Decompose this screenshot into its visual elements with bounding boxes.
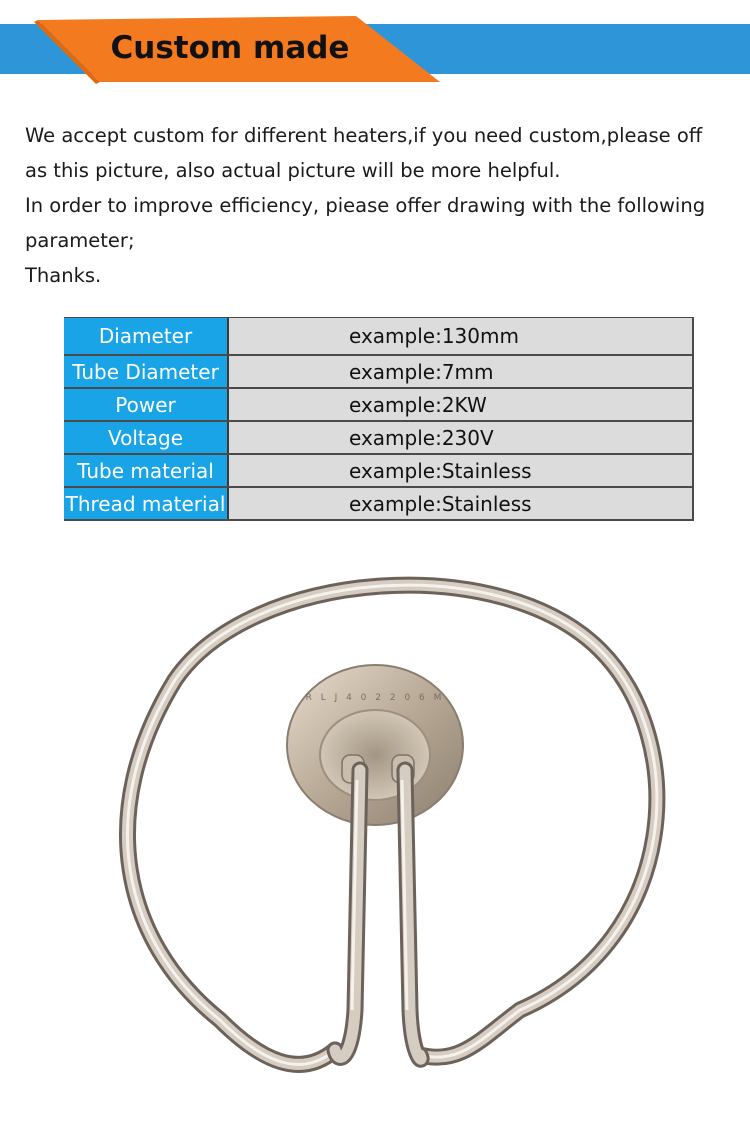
intro-text bbox=[25, 118, 740, 293]
table-row bbox=[64, 355, 694, 388]
spec-label-power: Power bbox=[64, 388, 228, 421]
table-row bbox=[64, 487, 694, 520]
heating-element-photo bbox=[0, 540, 750, 1134]
spec-value-tube-diameter: example:7mm bbox=[228, 355, 694, 388]
table-row bbox=[64, 388, 694, 421]
spec-label-tube-material: Tube material bbox=[64, 454, 228, 487]
spec-value-diameter: example:130mm bbox=[228, 318, 694, 355]
intro-line: as this picture, also actual picture will be more helpful. bbox=[25, 159, 561, 182]
intro-line: parameter; bbox=[25, 229, 135, 252]
spec-value-thread-material: example:Stainless bbox=[228, 487, 694, 520]
spec-value-voltage: example:230V bbox=[228, 421, 694, 454]
table-row bbox=[64, 454, 694, 487]
spec-label-tube-diameter: Tube Diameter bbox=[64, 355, 228, 388]
flange-marking: R L J 4 0 2 2 0 6 M bbox=[305, 693, 445, 703]
header-banner bbox=[0, 0, 750, 110]
intro-line: Thanks. bbox=[25, 264, 102, 287]
intro-line: In order to improve efficiency, piease offer drawing with the following bbox=[25, 194, 706, 217]
spec-label-diameter: Diameter bbox=[64, 318, 228, 355]
intro-line: We accept custom for different heaters,if you need custom,please off bbox=[25, 124, 703, 147]
spec-table bbox=[64, 318, 694, 521]
table-row bbox=[64, 421, 694, 454]
spec-value-tube-material: example:Stainless bbox=[228, 454, 694, 487]
spec-label-thread-material: Thread material bbox=[64, 487, 228, 520]
banner-title: Custom made bbox=[110, 30, 350, 66]
spec-value-power: example:2KW bbox=[228, 388, 694, 421]
table-row bbox=[64, 318, 694, 355]
spec-label-voltage: Voltage bbox=[64, 421, 228, 454]
table-border-right bbox=[692, 318, 694, 521]
